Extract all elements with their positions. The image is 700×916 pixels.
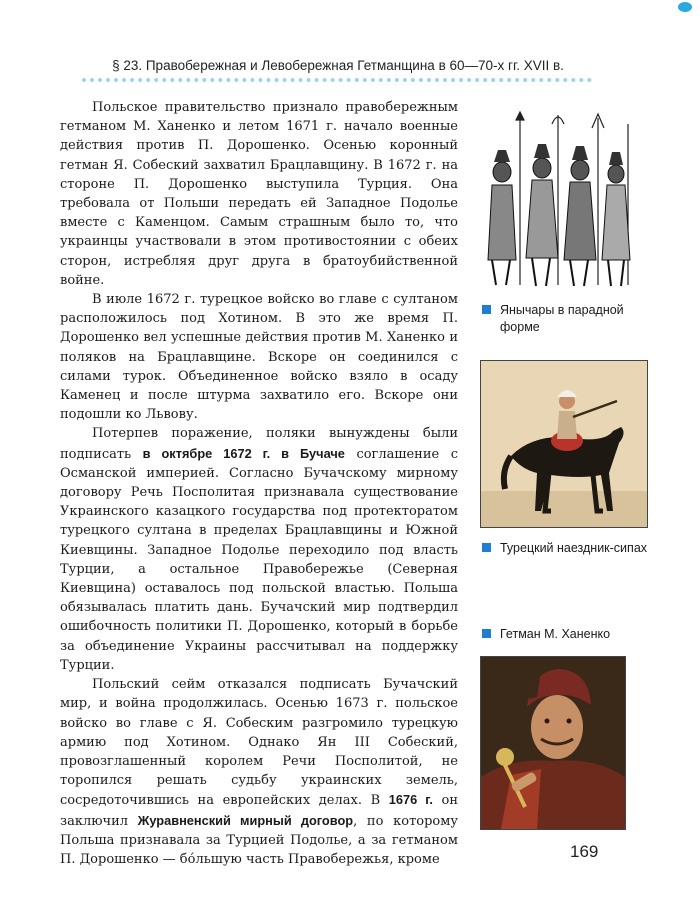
main-text	[60, 98, 458, 869]
khanenko-portrait	[480, 656, 626, 830]
header-divider	[82, 78, 592, 82]
bold-term: Журавненский мирный договор	[137, 812, 354, 828]
body-paragraph	[60, 424, 458, 675]
text-run: Польское правительство признало правобережным гетманом М. Ханенко и летом 1671 г. начало военные действия против П. Дорошенко. Осенью коронный гетман Я. Собеский захватил Брацлавщину. В 1672 г. на стороне П. Дорошенко выступила Турция. Она требовала от Польши передать ей Западное Подолье вместе с Каменцом. Самым страшным было то, что украинцы участвовали в этом противостоянии с обеих сторон, истребляя друг друга в братоубийственной войне.	[60, 100, 458, 288]
publisher-logo-icon	[678, 2, 692, 12]
text-run: он заключил	[60, 793, 459, 829]
caption-sipahi: Турецкий наездник-сипах	[482, 540, 652, 557]
janissaries-illustration	[480, 110, 640, 290]
page-header: § 23. Правобережная и Левобережная Гетманщина в 60—70-х гг. XVII в.	[112, 58, 564, 73]
page-number: 169	[570, 842, 599, 861]
caption-khanenko: Гетман М. Ханенко	[482, 626, 652, 643]
bold-term: 1676 г.	[388, 792, 433, 808]
text-run: Потерпев поражение, поляки вынуждены были подписать	[60, 426, 458, 462]
text-run: В июле 1672 г. турецкое войско во главе с султаном расположилось под Хотином. В это же время П. Дорошенко вел успешные действия против М. Ханенко и поляков на Брацлавщине. Вскоре он соединился с силами турок. Объединенное войско взяло в осаду Каменец и после штурма захватило его. Вскоре они подошли ко Львову.	[60, 292, 458, 423]
bold-term: в октябре 1672 г. в Бучаче	[142, 445, 345, 461]
text-run: соглашение с Османской империей. Согласно Бучачскому мирному договору Речь Посполитая признавала существование Украинского казацкого государства под протекторатом турецкого султана в пределах Брацлавщины и Южной Киевщины. Западное Подолье переходило под власть Турции, а остальное Правобережье (Северная Киевщина) оставалось под польской властью. Польша обязывалась платить дань. Бучачский мир подтвердил ошибочность политики П. Дорошенко, который в борьбе за объединение Украины рассчитывал на поддержку Турции.	[60, 446, 458, 673]
caption-square-icon	[482, 305, 491, 314]
caption-janissaries: Янычары в парадной форме	[482, 302, 652, 336]
caption-square-icon	[482, 629, 491, 638]
body-paragraph	[60, 290, 458, 424]
body-paragraph	[60, 675, 458, 869]
body-paragraph	[60, 98, 458, 290]
sipahi-painting	[480, 360, 648, 528]
text-run: , по которому Польша признавала за Турцией Подолье, а за гетманом П. Дорошенко — бо́льшую часть Правобережья, кроме	[60, 813, 458, 867]
text-run: Польский сейм отказался подписать Бучачский мир, и война продолжилась. Осенью 1673 г. польское войско во главе с Я. Собеским разгромило турецкую армию под Хотином. Однако Ян III Собеский, провозглашенный королем Речи Посполитой, не торопился решать судьбу украинских земель, сосредоточившись на европейских делах. В	[60, 677, 458, 809]
caption-square-icon	[482, 543, 491, 552]
